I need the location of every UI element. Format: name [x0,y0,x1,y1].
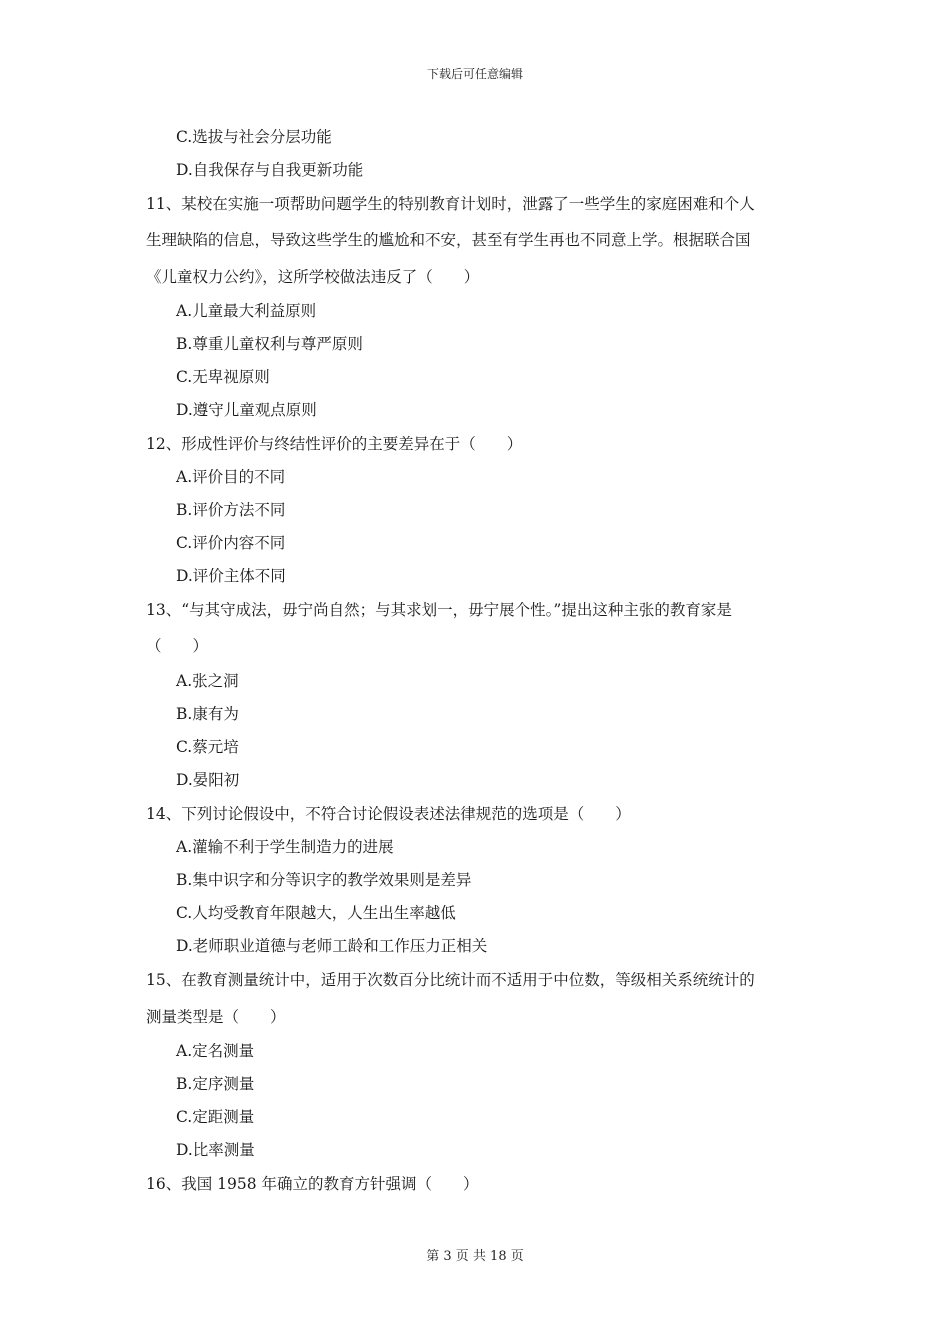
option-15b: B.定序测量 [176,1075,255,1093]
option-15d: D.比率测量 [176,1141,255,1159]
option-13d: D.晏阳初 [176,771,240,789]
option-11d: D.遵守儿童观点原则 [176,401,317,419]
option-13b: B.康有为 [176,705,239,723]
option-12a: A.评价目的不同 [176,468,286,486]
option-14d: D.老师职业道德与老师工龄和工作压力正相关 [176,937,488,955]
question-15: 15、在教育测量统计中，适用于次数百分比统计而不适用于中位数，等级相关系统统计的 [146,971,755,989]
option-11a: A.儿童最大利益原则 [176,302,317,320]
option-13c: C.蔡元培 [176,738,239,756]
page-header: 下载后可任意编辑 [426,67,523,81]
question-16: 16、我国 1958 年确立的教育方针强调（ ） [146,1175,479,1193]
option-11b: B.尊重儿童权利与尊严原则 [176,335,363,353]
option-12b: B.评价方法不同 [176,501,286,519]
question-13: 13、“与其守成法，毋宁尚自然；与其求划一，毋宁展个性。”提出这种主张的教育家是 [146,601,732,619]
option-12d: D.评价主体不同 [176,567,286,585]
question-11-cont-2: 《儿童权力公约》，这所学校做法违反了（ ） [146,268,480,286]
option-15c: C.定距测量 [176,1108,255,1126]
option-13a: A.张之洞 [176,672,239,690]
question-14: 14、下列讨论假设中，不符合讨论假设表述法律规范的选项是（ ） [146,805,631,823]
option-10d: D.自我保存与自我更新功能 [176,161,364,179]
question-12: 12、形成性评价与终结性评价的主要差异在于（ ） [146,435,523,453]
option-15a: A.定名测量 [176,1042,255,1060]
question-13-cont-1: （ ） [146,637,209,655]
option-10c: C.选拔与社会分层功能 [176,128,332,146]
option-14c: C.人均受教育年限越大，人生出生率越低 [176,904,456,922]
page-footer: 第 3 页 共 18 页 [426,1249,524,1264]
question-11-cont-1: 生理缺陷的信息，导致这些学生的尴尬和不安，甚至有学生再也不同意上学。根据联合国 [146,231,751,249]
option-11c: C.无卑视原则 [176,368,270,386]
option-14a: A.灌输不利于学生制造力的进展 [176,838,394,856]
question-15-cont-1: 测量类型是（ ） [146,1008,286,1026]
option-14b: B.集中识字和分等识字的教学效果则是差异 [176,871,472,889]
option-12c: C.评价内容不同 [176,534,286,552]
question-11: 11、某校在实施一项帮助问题学生的特别教育计划时，泄露了一些学生的家庭困难和个人 [146,195,755,213]
